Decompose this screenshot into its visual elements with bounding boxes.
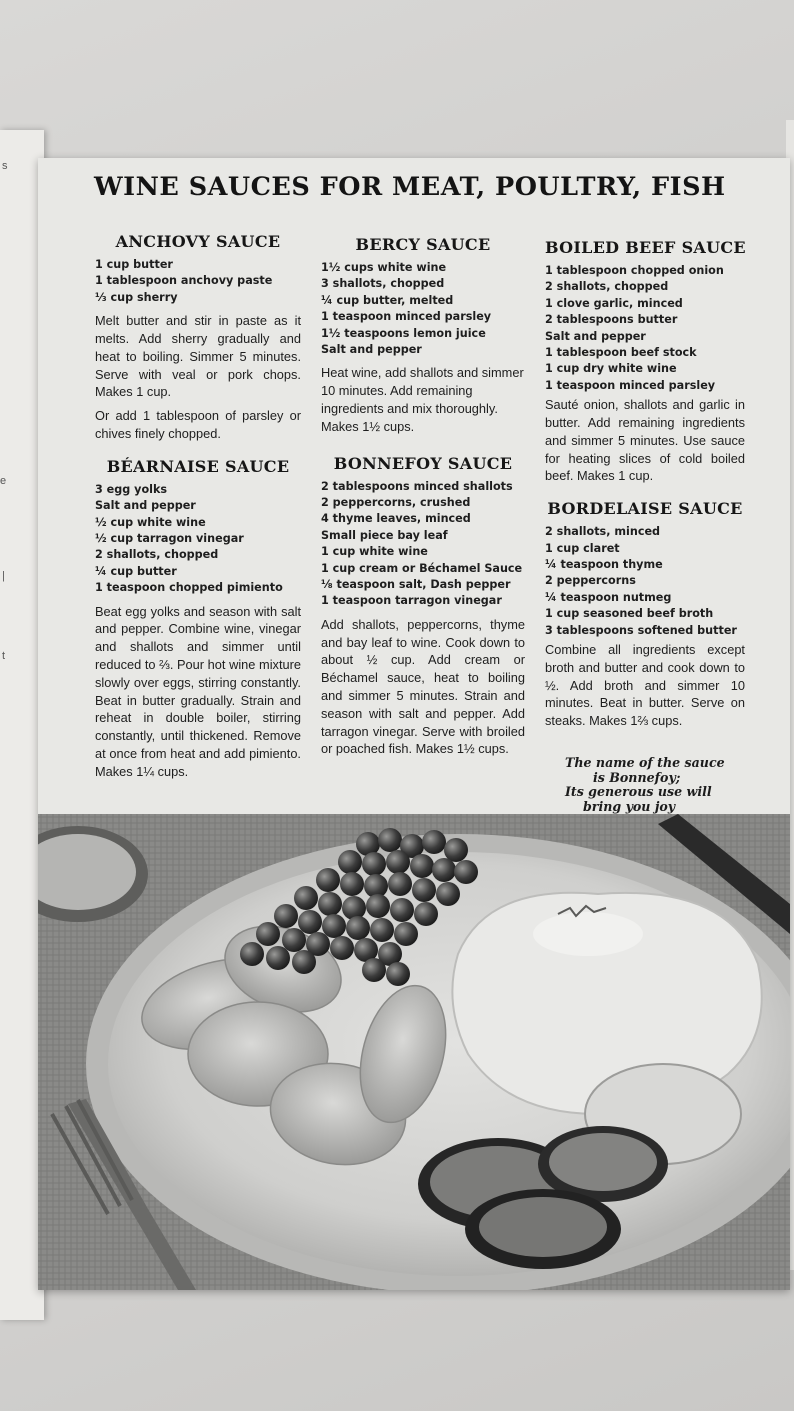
ingredient: 2 shallots, chopped	[95, 548, 219, 562]
grape	[294, 886, 318, 910]
slogan-line: Its generous use will	[565, 784, 712, 800]
ingredient: ¼ teaspoon thyme	[545, 558, 663, 572]
recipe-anchovy-sauce	[95, 232, 301, 443]
grape	[414, 902, 438, 926]
ingredient: ¼ cup butter	[95, 564, 177, 578]
column-middle	[321, 235, 525, 772]
grape	[282, 928, 306, 952]
ingredient: ¼ teaspoon nutmeg	[545, 590, 672, 604]
grape	[338, 850, 362, 874]
directions: Beat egg yolks and season with salt and pepper. Combine wine, vinegar and shallots and simmer until reduced to ⅔. Pour hot wine mixture slowly over eggs, stirring constantly. Beat in butter gradually. Strain and reheat in double boiler, stirring constantly, until thickened. Remove at once from heat and add pimiento. Makes 1¼ cups.	[95, 603, 301, 779]
directions: Sauté onion, shallots and garlic in butter. Add remaining ingredients and simmer 5 minutes. Use sauce for heating slices of cold boiled beef. Makes 1 cup.	[545, 397, 745, 484]
ingredient: 1 clove garlic, minced	[545, 296, 683, 310]
grape	[256, 922, 280, 946]
grape	[366, 894, 390, 918]
column-left	[95, 232, 301, 795]
grape	[370, 918, 394, 942]
recipe-bonnefoy-sauce	[321, 454, 525, 759]
ingredient: 2 peppercorns	[545, 574, 636, 588]
grape	[266, 946, 290, 970]
ingredient: 2 shallots, chopped	[545, 280, 669, 294]
ingredient: ⅛ teaspoon salt, Dash pepper	[321, 578, 511, 592]
grape	[322, 914, 346, 938]
ingredient: Salt and pepper	[95, 499, 196, 513]
ingredient: 3 tablespoons softened butter	[545, 623, 737, 637]
directions: Or add 1 tablespoon of parsley or chives finely chopped.	[95, 408, 301, 441]
ingredient: 2 shallots, minced	[545, 525, 661, 539]
directions: Melt butter and stir in paste as it melts. Add sherry gradually and heat to boiling. Simmer 5 minutes. Serve with veal or pork chops. Makes 1 cup.	[95, 313, 301, 400]
ingredient: Salt and pepper	[545, 329, 646, 343]
slogan-verse	[545, 756, 745, 814]
ingredient: 1 teaspoon tarragon vinegar	[321, 594, 502, 608]
grape	[444, 838, 468, 862]
ingredient: 1½ teaspoons lemon juice	[321, 326, 486, 340]
recipe-bearnaise-sauce	[95, 457, 301, 781]
ingredient: 1 cup white wine	[321, 545, 428, 559]
grape	[292, 950, 316, 974]
grape	[386, 962, 410, 986]
grape	[378, 828, 402, 852]
ingredient: 3 shallots, chopped	[321, 277, 445, 291]
ingredient: Small piece bay leaf	[321, 528, 448, 542]
page-title: WINE SAUCES FOR MEAT, POULTRY, FISH	[94, 172, 726, 202]
grape	[412, 878, 436, 902]
recipe-bordelaise-sauce	[545, 499, 745, 730]
ingredient: 2 peppercorns, crushed	[321, 496, 471, 510]
ingredient: 4 thyme leaves, minced	[321, 512, 471, 526]
grape	[340, 872, 364, 896]
ingredient: 1 teaspoon minced parsley	[321, 310, 492, 324]
grape	[362, 958, 386, 982]
directions: Combine all ingredients except broth and butter and cook down to ½. Add broth and simmer 10 minutes. Beat in butter. Serve on steaks. Makes 1⅔ cups.	[545, 642, 745, 729]
grape	[432, 858, 456, 882]
grape	[240, 942, 264, 966]
slogan-line: bring you joy	[583, 798, 676, 814]
grape	[410, 854, 434, 878]
left-page-mark: t	[2, 650, 6, 662]
ingredient: 1 tablespoon chopped onion	[545, 264, 724, 277]
ingredient: 3 egg yolks	[95, 482, 168, 496]
slogan-line: The name of the sauce	[565, 755, 725, 771]
ingredient: 2 tablespoons minced shallots	[321, 479, 513, 493]
ingredient: ½ cup tarragon vinegar	[95, 532, 244, 546]
grape	[346, 916, 370, 940]
ingredient: Salt and pepper	[321, 343, 422, 357]
ingredient: 1 tablespoon beef stock	[545, 346, 697, 360]
recipe-title: ANCHOVY SAUCE	[115, 232, 281, 251]
directions: Heat wine, add shallots and simmer 10 minutes. Add remaining ingredients and mix thoroughly. Makes 1½ cups.	[321, 365, 524, 434]
ingredient: 1 teaspoon minced parsley	[545, 378, 716, 392]
grape	[330, 936, 354, 960]
ingredient: ¼ cup butter, melted	[321, 293, 454, 307]
column-right	[545, 238, 745, 814]
ingredient: 1 cup butter	[95, 258, 173, 271]
recipe-title: BERCY SAUCE	[355, 235, 491, 254]
recipe-boiled-beef-sauce	[545, 238, 745, 485]
grape	[436, 882, 460, 906]
recipe-title: BORDELAISE SAUCE	[547, 499, 743, 519]
grape	[394, 922, 418, 946]
recipe-title: BONNEFOY SAUCE	[333, 453, 513, 473]
slogan-line: is Bonnefoy;	[593, 769, 681, 785]
recipe-bercy-sauce	[321, 235, 525, 436]
ingredient: 1½ cups white wine	[321, 261, 447, 274]
plated-dish-photo	[38, 814, 790, 1290]
recipe-title: BOILED BEEF SAUCE	[545, 238, 746, 257]
ingredient: ½ cup white wine	[95, 515, 206, 529]
cookbook-page	[38, 158, 790, 1290]
grape	[386, 850, 410, 874]
grape	[316, 868, 340, 892]
grape	[318, 892, 342, 916]
grape	[388, 872, 412, 896]
grape	[342, 896, 366, 920]
ingredient: 1 teaspoon chopped pimiento	[95, 581, 283, 595]
ingredient: ⅓ cup sherry	[95, 290, 178, 304]
grape	[422, 830, 446, 854]
grape	[454, 860, 478, 884]
grape	[390, 898, 414, 922]
ingredient: 1 cup dry white wine	[545, 362, 677, 376]
left-page-mark: s	[2, 160, 8, 172]
left-page-mark: e	[0, 475, 7, 487]
directions: Add shallots, peppercorns, thyme and bay leaf to wine. Cook down to about ½ cup. Add cream or Béchamel sauce, heat to boiling and simmer 5 minutes. Strain and season with salt and pepper. Add tarragon vinegar. Serve with broiled or poached fish. Makes 1½ cups.	[321, 616, 525, 757]
grape	[362, 852, 386, 876]
left-page-mark: |	[2, 570, 5, 582]
ingredient: 1 tablespoon anchovy paste	[95, 274, 273, 288]
ingredient: 2 tablespoons butter	[545, 313, 678, 327]
recipe-title: BÉARNAISE SAUCE	[106, 456, 290, 476]
ingredient: 1 cup seasoned beef broth	[545, 607, 714, 621]
grape	[274, 904, 298, 928]
ingredient: 1 cup cream or Béchamel Sauce	[321, 561, 523, 575]
grape	[298, 910, 322, 934]
ingredient: 1 cup claret	[545, 541, 620, 555]
